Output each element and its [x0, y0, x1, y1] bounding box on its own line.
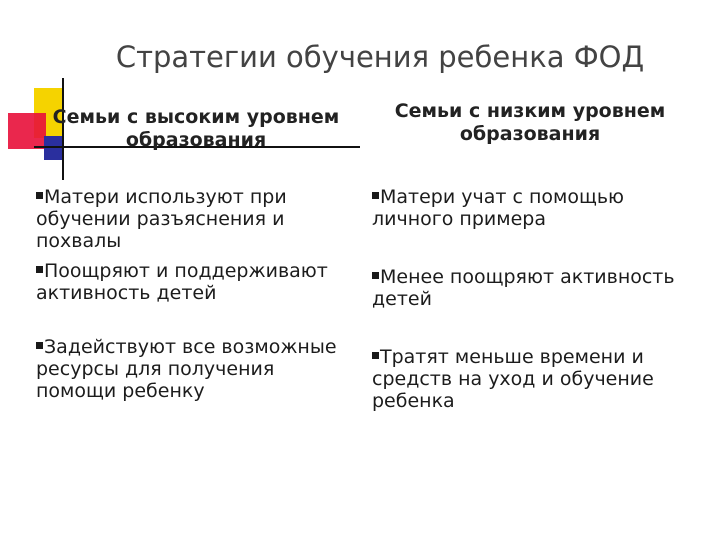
- list-item-text: Матери учат с помощью личного примера: [372, 186, 625, 230]
- list-item-text: Поощряют и поддерживают активность детей: [36, 260, 328, 304]
- list-item: [36, 260, 348, 304]
- list-item: [372, 266, 688, 310]
- square-bullet-icon: [36, 266, 43, 273]
- column-heading-low-education: Семьи с низким уровнем образования: [394, 100, 666, 145]
- square-bullet-icon: [372, 352, 379, 359]
- square-bullet-icon: [36, 192, 43, 199]
- square-bullet-icon: [36, 342, 43, 349]
- list-item: [36, 186, 348, 252]
- list-item-text: Задействуют все возможные ресурсы для получения помощи ребенку: [36, 336, 337, 402]
- list-item: [36, 336, 348, 402]
- square-bullet-icon: [372, 192, 379, 199]
- list-item: [372, 186, 688, 230]
- list-item: [372, 346, 688, 412]
- column-heading-high-education: Семьи с высоким уровнем образования: [52, 106, 340, 151]
- square-bullet-icon: [372, 272, 379, 279]
- list-item-text: Менее поощряют активность детей: [372, 266, 675, 310]
- list-item-text: Матери используют при обучении разъяснения и похвалы: [36, 186, 287, 252]
- slide-title: Стратегии обучения ребенка ФОД: [115, 40, 645, 74]
- list-item-text: Тратят меньше времени и средств на уход и обучение ребенка: [372, 346, 654, 412]
